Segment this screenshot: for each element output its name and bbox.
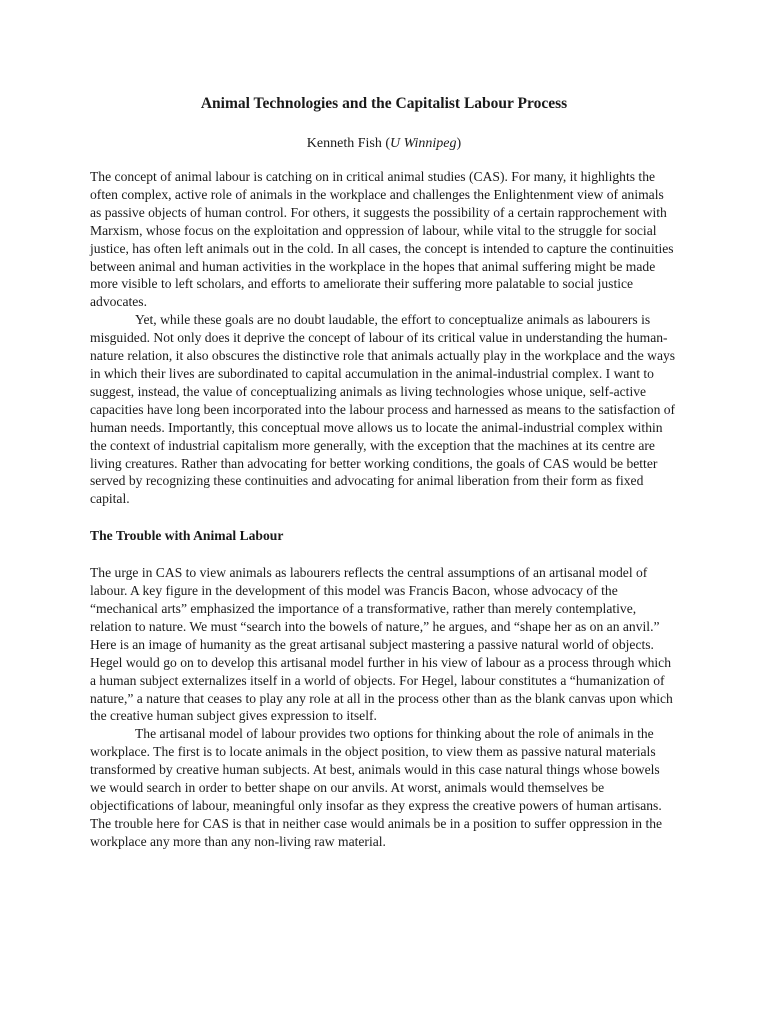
- author-affiliation: U Winnipeg: [390, 136, 457, 151]
- paragraph: Yet, while these goals are no doubt laudable, the effort to conceptualize animals as labourers is misguided. Not only does it deprive the concept of labour of its critical value in understanding the human-nature relation, it also obscures the distinctive role that animals actually play in the workplace and the ways in which their lives are subordinated to capital accumulation in the animal-industrial complex. I want to suggest, instead, the value of conceptualizing animals as living technologies whose unique, self-active capacities have long been incorporated into the labour process and harnessed as means to the satisfaction of human needs. Importantly, this conceptual move allows us to locate the animal-industrial complex within the context of industrial capitalism more generally, with the exception that the machines at its centre are living creatures. Rather than advocating for better working conditions, the goals of CAS would be better served by recognizing these continuities and advocating for animal liberation from their form as fixed capital.: [90, 312, 676, 507]
- author-line: Kenneth Fish (U Winnipeg): [306, 136, 462, 151]
- paper-body: [90, 168, 678, 851]
- paragraph: The artisanal model of labour provides two options for thinking about the role of animals in the workplace. The first is to locate animals in the object position, to view them as passive natural materials transformed by creative human subjects. At best, animals would in this case natural things whose bowels we would search in order to better shape on our anvils. At worst, animals would themselves be objectifications of labour, meaningful only insofar as they express the creative powers of human artisans. The trouble here for CAS is that in neither case would animals be in a position to suffer oppression in the workplace any more than any non-living raw material.: [90, 726, 663, 849]
- section-heading: The Trouble with Animal Labour: [90, 528, 284, 544]
- author-name: Kenneth Fish: [306, 136, 382, 151]
- paper-title: Animal Technologies and the Capitalist Labour Process: [200, 95, 568, 112]
- paragraph: The concept of animal labour is catching on in critical animal studies (CAS). For many, it highlights the often complex, active role of animals in the workplace and challenges the Enlightenment view of animals as passive objects of human control. For others, it suggests the possibility of a certain rapprochement with Marxism, whose focus on the exploitation and oppression of labour, while vital to the struggle for social justice, has often left animals out in the cold. In all cases, the concept is intended to capture the continuities between animal and human activities in the workplace in the hopes that animal suffering might be made more visible to left scholars, and efforts to ameliorate their suffering more palatable to social justice advocates.: [90, 169, 674, 310]
- paragraph: The urge in CAS to view animals as labourers reflects the central assumptions of an artisanal model of labour. A key figure in the development of this model was Francis Bacon, whose advocacy of the “mechanical arts” emphasized the importance of a transformative, rather than merely contemplative, relation to nature. We must “search into the bowels of nature,” he argues, and “shape her as on an anvil.” Here is an image of humanity as the great artisanal subject mastering a passive natural world of objects. Hegel would go on to develop this artisanal model further in his view of labour as a process through which a human subject externalizes itself in a world of objects. For Hegel, labour constitutes a “humanization of nature,” a nature that ceases to play any role at all in the process other than as the blank canvas upon which the creative human subject gives expression to itself.: [90, 565, 673, 724]
